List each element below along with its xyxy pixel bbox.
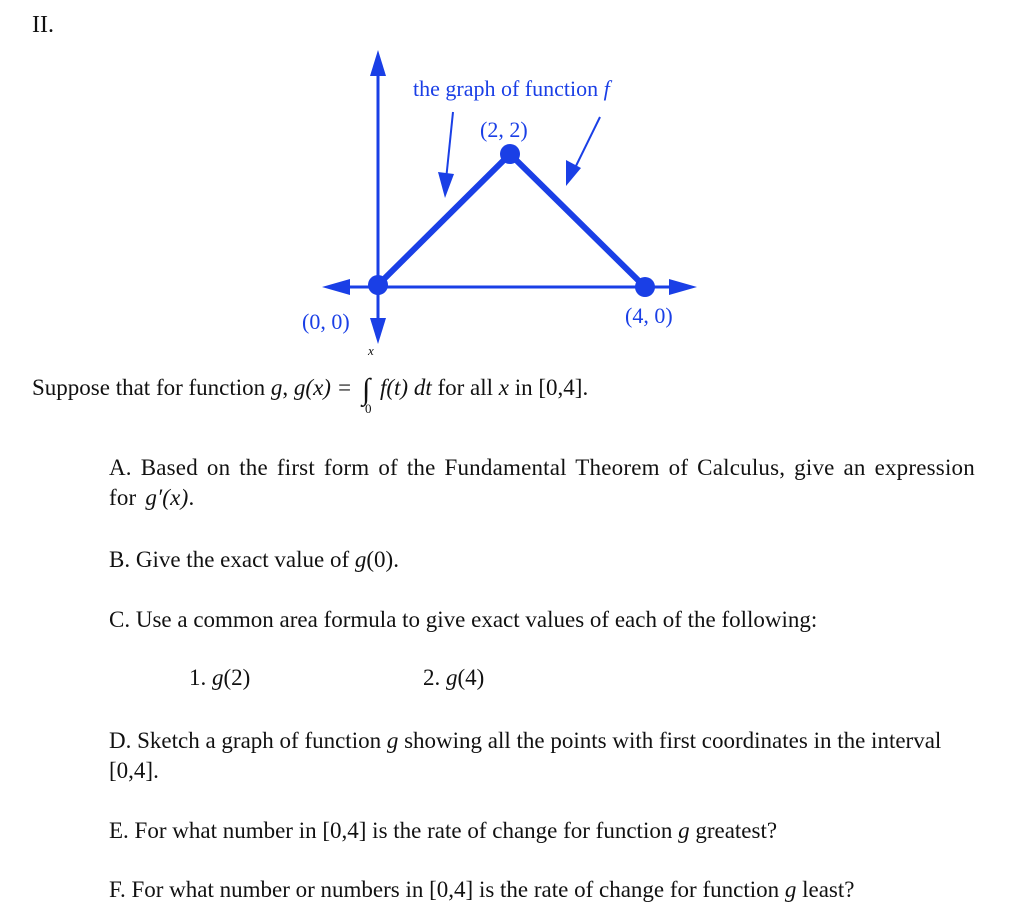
integral-upper-limit: x	[367, 343, 374, 358]
integral-sign: ∫ x 0	[361, 343, 374, 416]
graph-caption: the graph of function f	[413, 76, 610, 101]
intro-gx: g(x) =	[293, 375, 353, 400]
x-axis-arrow-left	[322, 279, 350, 295]
pointer-arrow-left-shaft	[446, 112, 453, 180]
question-c: C. Use a common area formula to give exact values of each of the following:	[109, 607, 818, 632]
intro-prefix: Suppose that for function	[32, 375, 271, 400]
question-b: B. Give the exact value of g(0).	[109, 547, 399, 572]
pointer-arrow-right-shaft	[574, 117, 600, 170]
pointer-arrow-left-head	[438, 172, 454, 198]
intro-statement: Suppose that for function g, g(x) = ∫ x 0 f(t) dt for all x in [0,4].	[32, 343, 589, 416]
intro-g: g	[270, 375, 283, 400]
x-axis-arrow-right	[669, 279, 697, 295]
pointer-arrow-right-head	[566, 160, 581, 186]
question-d: D. Sketch a graph of function g showing all the points with first coordinates in the interval [0,4].	[109, 728, 942, 783]
question-a: A. Based on the first form of the Fundamental Theorem of Calculus, give an expression for g′(x).	[109, 455, 975, 510]
point-origin	[368, 275, 388, 295]
function-f-graph	[0, 0, 1024, 360]
point-label-end: (4, 0)	[625, 303, 673, 328]
point-peak	[500, 144, 520, 164]
point-end	[635, 277, 655, 297]
question-f: F. For what number or numbers in [0,4] is the rate of change for function g least?	[109, 877, 855, 902]
y-axis-arrow-up	[370, 50, 386, 76]
point-label-peak: (2, 2)	[480, 117, 528, 142]
integral-lower-limit: 0	[364, 401, 372, 416]
y-axis-arrow-down	[370, 318, 386, 344]
graph-segment-falling	[510, 154, 645, 287]
point-label-origin: (0, 0)	[302, 309, 350, 334]
integrand: f(t) dt	[379, 375, 432, 400]
g-prime-expr: g′(x)	[145, 485, 189, 510]
question-c-item-2: 2. g(4)	[423, 665, 485, 690]
question-c-item-1: 1. g(2)	[189, 665, 251, 690]
question-e: E. For what number in [0,4] is the rate of change for function g greatest?	[109, 818, 778, 843]
section-label: II.	[32, 12, 54, 38]
